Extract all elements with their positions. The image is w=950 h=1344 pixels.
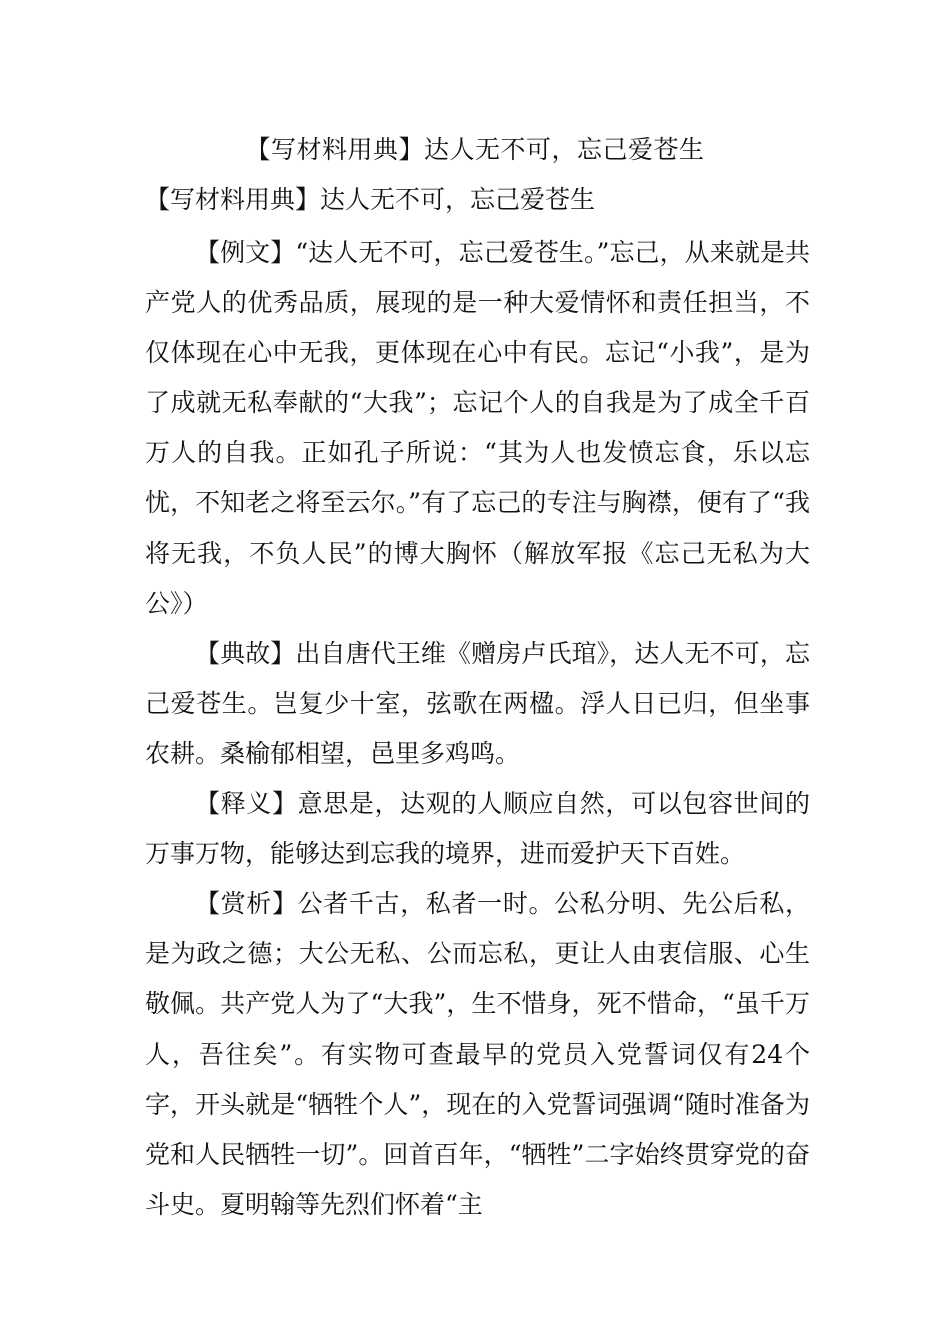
section-text-allusion: 出自唐代王维《赠房卢氏琯》，达人无不可，忘己爱苍生。岂复少十室，弦歌在两楹。浮人日已归，但坐事农耕。桑榆郁相望，邑里多鸡鸣。	[145, 638, 810, 768]
section-text-example: “达人无不可，忘己爱苍生。”忘己，从来就是共产党人的优秀品质，展现的是一种大爱情怀和责任担当，不仅体现在心中无我，更体现在心中有民。忘记“小我”，是为了成就无私奉献的“大我”；忘记个人的自我是为了成全千百万人的自我。正如孔子所说：“其为人也发愤忘食，乐以忘忧，不知老之将至云尔。”有了忘己的专注与胸襟，便有了“我将无我，不负人民”的博大胸怀（解放军报《忘己无私为大公》）	[145, 238, 810, 618]
document-title: 【写材料用典】达人无不可，忘己爱苍生	[245, 135, 705, 164]
document-subtitle: 【写材料用典】达人无不可，忘己爱苍生	[145, 185, 596, 214]
section-text-analysis: 公者千古，私者一时。公私分明、先公后私，是为政之德；大公无私、公而忘私，更让人由衷信服、心生敬佩。共产党人为了“大我”，生不惜身，死不惜命，“虽千万人，吾往矣”。有实物可查最早的党员入党誓词仅有24个字，开头就是“牺牲个人”，现在的入党誓词强调“随时准备为党和人民牺牲一切”。回首百年，“牺牲”二字始终贯穿党的奋斗史。夏明翰等先烈们怀着“主	[145, 889, 810, 1219]
document-body	[145, 228, 810, 1230]
paragraph-example	[145, 228, 810, 629]
section-tag-example: 【例文】	[195, 238, 296, 267]
paragraph-meaning	[145, 779, 810, 879]
paragraph-analysis	[145, 879, 810, 1230]
section-tag-allusion: 【典故】	[195, 638, 296, 668]
section-text-meaning: 意思是，达观的人顺应自然，可以包容世间的万事万物，能够达到忘我的境界，进而爱护天下百姓。	[145, 789, 810, 869]
paragraph-allusion	[145, 629, 810, 779]
section-tag-analysis: 【赏析】	[195, 889, 298, 919]
section-tag-meaning: 【释义】	[195, 789, 298, 819]
